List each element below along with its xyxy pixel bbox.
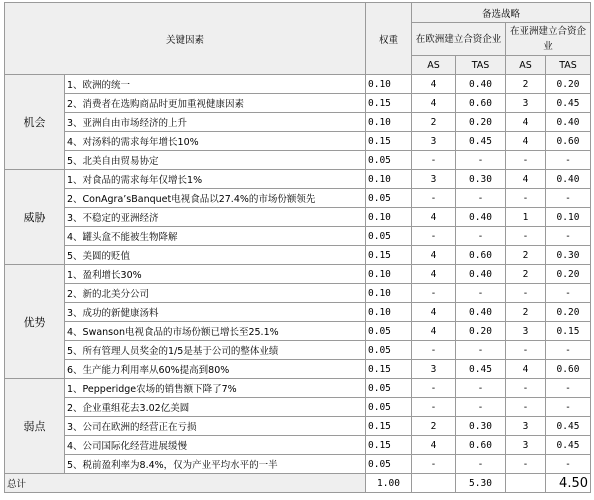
weight-cell: 0.10 xyxy=(366,265,412,284)
header-strategy-asia: 在亚洲建立合资企业 xyxy=(506,23,591,56)
as-asia-cell: 1 xyxy=(506,208,546,227)
tas-asia-cell: 0.20 xyxy=(546,75,591,94)
weight-cell: 0.05 xyxy=(366,398,412,417)
factor-text: 2、ConAgra’sBanquet电视食品以27.4%的市场份额领先 xyxy=(65,189,366,208)
factor-row xyxy=(5,379,591,398)
factor-text: 1、对食品的需求每年仅增长1% xyxy=(65,170,366,189)
tas-europe-cell: 0.40 xyxy=(456,75,506,94)
tas-asia-cell: - xyxy=(546,379,591,398)
as-asia-cell: 4 xyxy=(506,132,546,151)
group-label: 优势 xyxy=(5,265,65,379)
as-europe-cell: 4 xyxy=(412,303,456,322)
as-asia-cell: - xyxy=(506,398,546,417)
tas-europe-cell: - xyxy=(456,151,506,170)
as-europe-cell: 3 xyxy=(412,132,456,151)
tas-europe-cell: - xyxy=(456,379,506,398)
factor-text: 3、亚洲自由市场经济的上升 xyxy=(65,113,366,132)
as-asia-cell: - xyxy=(506,341,546,360)
factor-row xyxy=(5,455,591,474)
factor-row xyxy=(5,322,591,341)
tas-asia-cell: - xyxy=(546,455,591,474)
factor-text: 2、企业重组花去3.02亿美圆 xyxy=(65,398,366,417)
header-as-asia: AS xyxy=(506,56,546,75)
tas-europe-cell: 0.45 xyxy=(456,360,506,379)
as-europe-cell: - xyxy=(412,379,456,398)
tas-asia-cell: 0.45 xyxy=(546,436,591,455)
as-asia-cell: 3 xyxy=(506,436,546,455)
factor-row xyxy=(5,151,591,170)
tas-asia-cell: - xyxy=(546,398,591,417)
header-as-europe: AS xyxy=(412,56,456,75)
tas-europe-cell: 0.40 xyxy=(456,208,506,227)
as-asia-cell: 4 xyxy=(506,360,546,379)
as-europe-cell: 4 xyxy=(412,208,456,227)
factor-text: 1、盈利增长30% xyxy=(65,265,366,284)
tas-europe-cell: - xyxy=(456,284,506,303)
weight-cell: 0.10 xyxy=(366,113,412,132)
factor-row xyxy=(5,341,591,360)
as-europe-cell: 4 xyxy=(412,436,456,455)
factor-row xyxy=(5,132,591,151)
factor-row xyxy=(5,398,591,417)
header-tas-asia: TAS xyxy=(546,56,591,75)
header-tas-europe: TAS xyxy=(456,56,506,75)
as-europe-cell: 4 xyxy=(412,322,456,341)
as-asia-cell: 3 xyxy=(506,322,546,341)
factor-row xyxy=(5,113,591,132)
as-asia-cell: - xyxy=(506,284,546,303)
group-label: 机会 xyxy=(5,75,65,170)
factor-row xyxy=(5,265,591,284)
tas-asia-cell: 0.40 xyxy=(546,170,591,189)
factor-row xyxy=(5,208,591,227)
factor-text: 1、Pepperidge农场的销售额下降了7% xyxy=(65,379,366,398)
qspm-body xyxy=(5,75,591,474)
as-europe-cell: 3 xyxy=(412,170,456,189)
factor-text: 5、税前盈利率为8.4%，仅为产业平均水平的一半 xyxy=(65,455,366,474)
as-asia-cell: 2 xyxy=(506,246,546,265)
weight-cell: 0.15 xyxy=(366,94,412,113)
tas-europe-cell: 0.20 xyxy=(456,113,506,132)
as-europe-cell: 2 xyxy=(412,417,456,436)
as-europe-cell: - xyxy=(412,189,456,208)
total-row xyxy=(5,474,591,493)
factor-text: 6、生产能力利用率从60%提高到80% xyxy=(65,360,366,379)
as-asia-cell: 3 xyxy=(506,94,546,113)
tas-europe-cell: 0.30 xyxy=(456,170,506,189)
tas-asia-cell: 0.10 xyxy=(546,208,591,227)
tas-europe-cell: 0.40 xyxy=(456,303,506,322)
weight-cell: 0.10 xyxy=(366,284,412,303)
factor-row xyxy=(5,189,591,208)
factor-text: 5、美圆的贬值 xyxy=(65,246,366,265)
weight-cell: 0.15 xyxy=(366,132,412,151)
weight-cell: 0.10 xyxy=(366,208,412,227)
tas-europe-cell: - xyxy=(456,189,506,208)
factor-row xyxy=(5,170,591,189)
group-label: 威胁 xyxy=(5,170,65,265)
as-asia-cell: - xyxy=(506,379,546,398)
as-asia-cell: 4 xyxy=(506,170,546,189)
tas-asia-cell: - xyxy=(546,341,591,360)
as-asia-cell: 2 xyxy=(506,265,546,284)
as-europe-cell: - xyxy=(412,227,456,246)
as-europe-cell: - xyxy=(412,284,456,303)
as-europe-cell: 4 xyxy=(412,94,456,113)
qspm-table xyxy=(4,2,591,493)
as-asia-cell: 2 xyxy=(506,75,546,94)
factor-text: 3、公司在欧洲的经营正在亏损 xyxy=(65,417,366,436)
weight-cell: 0.05 xyxy=(366,322,412,341)
total-tas-europe: 5.30 xyxy=(456,474,506,493)
weight-cell: 0.05 xyxy=(366,341,412,360)
weight-cell: 0.15 xyxy=(366,417,412,436)
as-europe-cell: - xyxy=(412,151,456,170)
factor-text: 5、所有管理人员奖金的1/5是基于公司的整体业绩 xyxy=(65,341,366,360)
factor-row xyxy=(5,436,591,455)
tas-asia-cell: 0.40 xyxy=(546,113,591,132)
factor-text: 3、不稳定的亚洲经济 xyxy=(65,208,366,227)
factor-row xyxy=(5,75,591,94)
factor-text: 2、消费者在选购商品时更加重视健康因素 xyxy=(65,94,366,113)
factor-text: 1、欧洲的统一 xyxy=(65,75,366,94)
header-strategy-europe: 在欧洲建立合资企业 xyxy=(412,23,506,56)
factor-row xyxy=(5,227,591,246)
tas-europe-cell: - xyxy=(456,455,506,474)
total-tas-asia: 4.50 xyxy=(546,474,591,493)
factor-text: 3、成功的新健康汤料 xyxy=(65,303,366,322)
as-europe-cell: - xyxy=(412,398,456,417)
group-label: 弱点 xyxy=(5,379,65,474)
as-asia-cell: 2 xyxy=(506,303,546,322)
weight-cell: 0.15 xyxy=(366,436,412,455)
tas-asia-cell: 0.60 xyxy=(546,360,591,379)
weight-cell: 0.15 xyxy=(366,360,412,379)
as-europe-cell: 2 xyxy=(412,113,456,132)
tas-asia-cell: 0.45 xyxy=(546,94,591,113)
tas-europe-cell: - xyxy=(456,398,506,417)
tas-asia-cell: 0.30 xyxy=(546,246,591,265)
tas-europe-cell: - xyxy=(456,227,506,246)
tas-europe-cell: 0.60 xyxy=(456,246,506,265)
weight-cell: 0.05 xyxy=(366,227,412,246)
tas-asia-cell: 0.20 xyxy=(546,265,591,284)
weight-cell: 0.10 xyxy=(366,303,412,322)
as-asia-cell: - xyxy=(506,455,546,474)
as-europe-cell: 3 xyxy=(412,360,456,379)
tas-asia-cell: - xyxy=(546,151,591,170)
factor-row xyxy=(5,417,591,436)
as-europe-cell: - xyxy=(412,455,456,474)
header-factors: 关键因素 xyxy=(5,3,366,75)
total-label: 总计 xyxy=(5,474,366,493)
weight-cell: 0.05 xyxy=(366,189,412,208)
weight-cell: 0.05 xyxy=(366,151,412,170)
as-europe-cell: - xyxy=(412,341,456,360)
as-asia-cell: 3 xyxy=(506,417,546,436)
tas-europe-cell: 0.30 xyxy=(456,417,506,436)
tas-asia-cell: 0.45 xyxy=(546,417,591,436)
factor-row xyxy=(5,246,591,265)
tas-asia-cell: 0.15 xyxy=(546,322,591,341)
as-asia-cell: - xyxy=(506,151,546,170)
tas-asia-cell: - xyxy=(546,189,591,208)
factor-text: 2、新的北美分公司 xyxy=(65,284,366,303)
tas-asia-cell: - xyxy=(546,227,591,246)
total-as-europe xyxy=(412,474,456,493)
weight-cell: 0.05 xyxy=(366,379,412,398)
factor-row xyxy=(5,94,591,113)
tas-asia-cell: - xyxy=(546,284,591,303)
weight-cell: 0.05 xyxy=(366,455,412,474)
as-europe-cell: 4 xyxy=(412,265,456,284)
factor-text: 4、公司国际化经营进展缓慢 xyxy=(65,436,366,455)
factor-text: 4、罐头盒不能被生物降解 xyxy=(65,227,366,246)
tas-europe-cell: 0.60 xyxy=(456,94,506,113)
as-europe-cell: 4 xyxy=(412,75,456,94)
weight-cell: 0.15 xyxy=(366,246,412,265)
as-asia-cell: - xyxy=(506,189,546,208)
factor-row xyxy=(5,303,591,322)
factor-text: 5、北美自由贸易协定 xyxy=(65,151,366,170)
factor-text: 4、对汤料的需求每年增长10% xyxy=(65,132,366,151)
as-europe-cell: 4 xyxy=(412,246,456,265)
as-asia-cell: 4 xyxy=(506,113,546,132)
tas-europe-cell: - xyxy=(456,341,506,360)
tas-europe-cell: 0.45 xyxy=(456,132,506,151)
total-weight: 1.00 xyxy=(366,474,412,493)
weight-cell: 0.10 xyxy=(366,75,412,94)
weight-cell: 0.10 xyxy=(366,170,412,189)
as-asia-cell: - xyxy=(506,227,546,246)
total-as-asia xyxy=(506,474,546,493)
factor-row xyxy=(5,284,591,303)
tas-asia-cell: 0.60 xyxy=(546,132,591,151)
tas-asia-cell: 0.20 xyxy=(546,303,591,322)
header-strategies: 备选战略 xyxy=(412,3,591,23)
header-weight: 权重 xyxy=(366,3,412,75)
factor-row xyxy=(5,360,591,379)
factor-text: 4、Swanson电视食品的市场份额已增长至25.1% xyxy=(65,322,366,341)
tas-europe-cell: 0.60 xyxy=(456,436,506,455)
tas-europe-cell: 0.20 xyxy=(456,322,506,341)
tas-europe-cell: 0.40 xyxy=(456,265,506,284)
